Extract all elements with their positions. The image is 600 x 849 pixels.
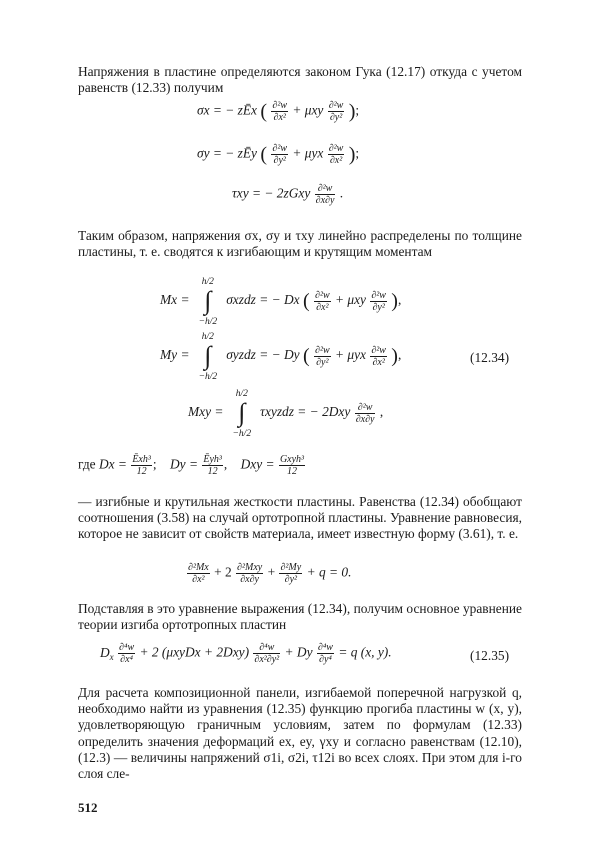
equation-number-12-35: (12.35) [470, 648, 510, 663]
eq-sx-lhs: σx = − zĒx [197, 102, 257, 118]
frac-d2w-dx2: $\frac{\text{∂²w}}{\text{∂x²}}$ [272, 100, 287, 123]
integral-sign: h/2 ∫ −h/2 [232, 389, 252, 439]
eq-sy-mid: + μyx [292, 145, 324, 161]
equation-stiffness: где Dx = $\frac{\text{Ēxh³}}{12}$ ; Dy = $\frac{\text{Ēyh³}}{12}$ , Dxy = $\frac{\text{Gxyh³}}{12}$ [78, 454, 305, 477]
frac-d2w-dy2-b: $\frac{\text{∂²w}}{\text{∂y²}}$ [272, 143, 287, 166]
paragraph-1: Напряжения в пластине определяются законом Гука (12.17) откуда с учетом равенств (12.33) получим [78, 64, 522, 96]
frac-d2w-dxdy: $\frac{\text{∂²w}}{\partial x\partial y}$ [315, 183, 335, 206]
paragraph-6: Для расчета композиционной панели, изгибаемой поперечной нагрузкой q, необходимо найти из уравнения (12.35) функцию прогиба пластины w (x, y), удовлетворяющую граничным условиям, затем по формулам (12.33) определить значения деформаций ex, ey, γxy и согласно равенствам (12.10), (12.3) — величины напряжений σ1i, σ2i, τ12i во всех слоях. При этом для i-го слоя сле- [78, 685, 522, 782]
eq-sx-mid: + μxy [292, 102, 324, 118]
eq-mx-int: σxzdz = − Dx [226, 292, 300, 308]
eq-my-lhs: My = [160, 347, 190, 363]
frac-d2w-dx2-b: $\frac{\text{∂²w}}{\text{∂x²}}$ [328, 143, 344, 166]
equation-mxy: Mxy = h/2 ∫ −h/2 τxyzdz = − 2Dxy $\frac{\text{∂²w}}{\partial x\partial y}$ , [188, 389, 384, 439]
paragraph-5: Подставляя в это уравнение выражения (12.34), получим основное уравнение теории изгиба ортотропных пластин [78, 601, 522, 633]
equation-number-12-34: (12.34) [470, 350, 510, 365]
equation-my: My = h/2 ∫ −h/2 σyzdz = − Dy ( $\frac{\text{∂²w}}{\text{∂y²}}$ + μyx $\frac{\text{∂²w}}{\text{∂x²}}$ ), [160, 332, 402, 382]
equation-sigma-x: σx = − zĒx ( $\frac{\text{∂²w}}{\text{∂x²}}$ + μxy $\frac{\text{∂²w}}{\text{∂y²}}$ ); [197, 100, 360, 123]
frac-d2w-dy2: $\frac{\text{∂²w}}{\text{∂y²}}$ [328, 100, 344, 123]
eq-mxy-int: τxyzdz = − 2Dxy [260, 404, 351, 420]
eq-mx-lhs: Mx = [160, 292, 190, 308]
equation-mx: Mx = h/2 ∫ −h/2 σxzdz = − Dx ( $\frac{\text{∂²w}}{\text{∂x²}}$ + μxy $\frac{\text{∂²w}}{\text{∂y²}}$ ), [160, 277, 402, 327]
paragraph-2: Таким образом, напряжения σx, σy и τxy линейно распределены по толщине пластины, т. е. сводятся к изгибающим и крутящим моментам [78, 228, 522, 260]
integral-sign: h/2 ∫ −h/2 [198, 332, 218, 382]
page-number: 512 [78, 800, 98, 815]
equation-main-orthotropic: $D_x$ $\frac{\text{∂⁴w}}{\text{∂x⁴}}$ + 2 (μxyDx + 2Dxy) $\frac{\text{∂⁴w}}{\text{∂x²∂y²}}$ + Dy $\frac{\text{∂⁴w}}{\text{∂y⁴}}$ = q (x, y). [100, 642, 392, 665]
eq-my-int: σyzdz = − Dy [226, 347, 300, 363]
equation-sigma-y: σy = − zĒy ( $\frac{\text{∂²w}}{\text{∂y²}}$ + μyx $\frac{\text{∂²w}}{\text{∂x²}}$ ); [197, 143, 360, 166]
eq-sy-lhs: σy = − zĒy [197, 145, 257, 161]
equation-tau-xy: τxy = − 2zGxy $\frac{\text{∂²w}}{\partial x\partial y}$ . [232, 183, 344, 206]
where-word: где [78, 456, 96, 472]
eq-txy-lhs: τxy = − 2zGxy [232, 185, 311, 201]
equation-equilibrium: $\frac{\text{∂²Mx}}{\text{∂x²}}$ + 2 $\frac{\text{∂²Mxy}}{\partial x\partial y}$ + $\frac{\text{∂²My}}{\text{∂y²}}$ + q = 0. [188, 562, 352, 585]
eq-mxy-lhs: Mxy = [188, 404, 224, 420]
paragraph-4: — изгибные и крутильная жесткости пластины. Равенства (12.34) обобщают соотношения (3.58) на случай ортотропной пластины. Уравнение равновесия, которое не зависит от свойств материала, имеет известную форму (3.61), т. е. [78, 494, 522, 542]
integral-sign: h/2 ∫ −h/2 [198, 277, 218, 327]
